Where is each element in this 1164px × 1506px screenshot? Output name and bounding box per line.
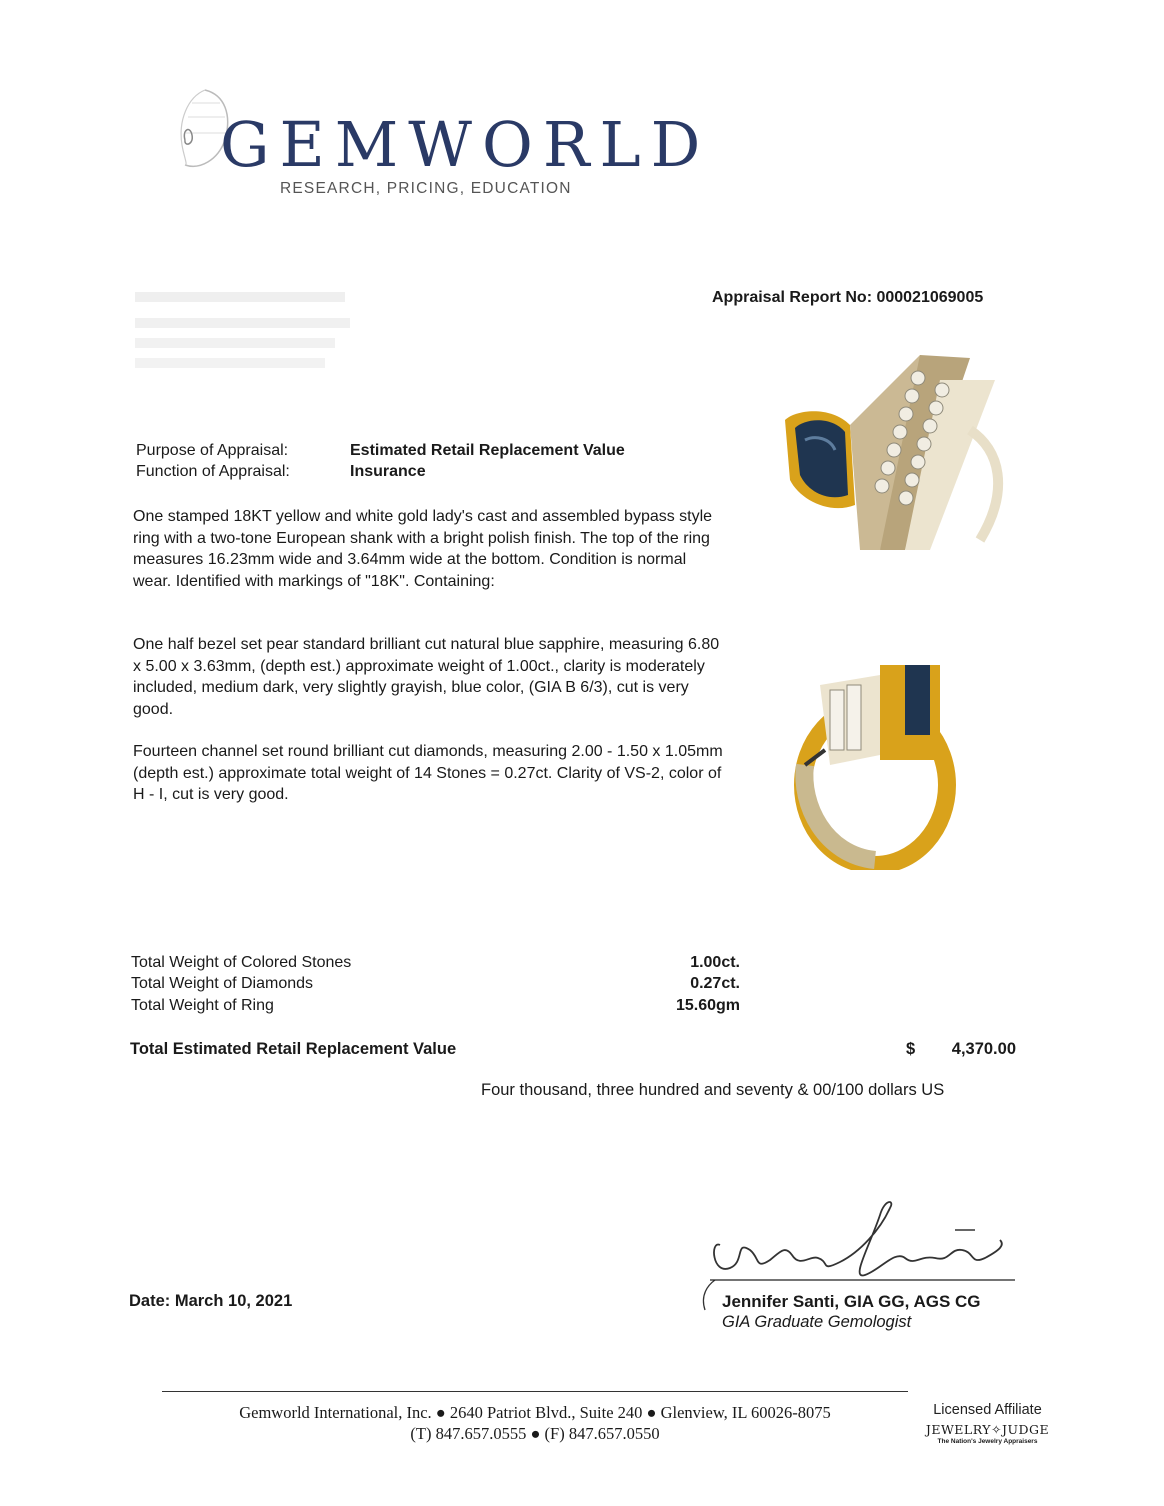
total-ring-label: Total Weight of Ring [131,997,274,1014]
appraisal-date: Date: March 10, 2021 [129,1292,293,1310]
affiliate-tagline: The Nation's Jewelry Appraisers [937,1438,1038,1445]
redacted-address-block [135,290,355,375]
sapphire-description: One half bezel set pear standard brilliant cut natural blue sapphire, measuring 6.80 x 5.00 x 3.63mm, (depth est.) approximate weight of 1.00ct., clarity is moderately included, medium dark, very slightly grayish, blue color, (GIA B 6/3), cut is very good. [133,636,720,718]
total-value-currency: $ [906,1040,916,1058]
logo-wordmark: GEMWORLD [220,108,711,181]
total-colored-stones-label: Total Weight of Colored Stones [131,954,352,971]
total-diamonds-value: 0.27ct. [690,975,740,992]
footer-divider [162,1391,908,1392]
diamonds-description: Fourteen channel set round brilliant cut diamonds, measuring 2.00 - 1.50 x 1.05mm (depth est.) approximate total weight of 14 Stones = 0.27ct. Clarity of VS-2, color of H - I, cut is very good. [133,743,723,803]
total-colored-stones-value: 1.00ct. [690,954,740,971]
purpose-value: Estimated Retail Replacement Value [350,442,625,459]
total-value-words: Four thousand, three hundred and seventy & 00/100 dollars US [481,1081,945,1099]
report-number: Appraisal Report No: 000021069005 [712,289,984,306]
signer-title: GIA Graduate Gemologist [722,1313,912,1331]
total-value-amount: 4,370.00 [951,1040,1016,1058]
total-value-label: Total Estimated Retail Replacement Value [130,1040,457,1058]
affiliate-label: Licensed Affiliate [933,1402,1042,1418]
ring-description: One stamped 18KT yellow and white gold lady's cast and assembled bypass style ring with a two-tone European shank with a bright polish finish. The top of the ring measures 16.23mm wide and 3.64mm wide at the bottom. Condition is normal wear. Identified with markings of "18K". Containing: [133,508,713,590]
function-label: Function of Appraisal: [136,463,290,480]
affiliate-block [925,1402,1050,1445]
logo-tagline: RESEARCH, PRICING, EDUCATION [280,180,572,197]
total-ring-value: 15.60gm [675,997,740,1014]
ring-photo-side [785,655,965,870]
total-diamonds-label: Total Weight of Diamonds [131,975,314,992]
signer-name: Jennifer Santi, GIA GG, AGS CG [722,1292,981,1311]
function-value: Insurance [350,463,426,480]
affiliate-brand: JEWELRY✧JUDGE [925,1422,1050,1437]
footer-phone: (T) 847.657.0555 ● (F) 847.657.0550 [410,1424,660,1443]
footer-address: Gemworld International, Inc. ● 2640 Patriot Blvd., Suite 240 ● Glenview, IL 60026-8075 [239,1403,831,1422]
ring-photo-top [770,350,1030,560]
purpose-label: Purpose of Appraisal: [136,442,289,459]
